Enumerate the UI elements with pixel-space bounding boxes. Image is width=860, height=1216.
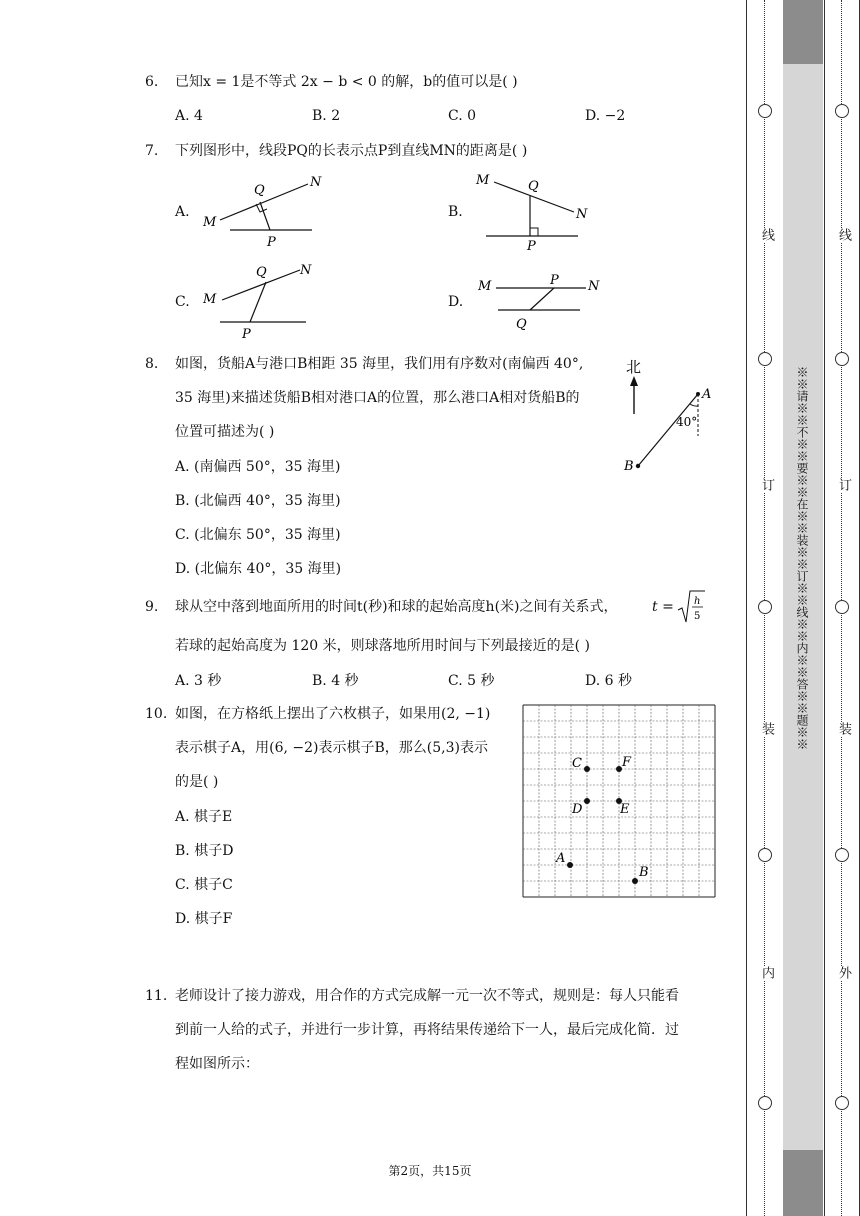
binding-char-inner: 内 (759, 966, 774, 980)
binding-char-line: 线 (759, 228, 774, 242)
svg-text:40°: 40° (676, 415, 698, 429)
q7-option-a: A. (175, 204, 190, 220)
q10-grid-figure (522, 704, 716, 898)
q7-figure-a (200, 172, 330, 248)
q11-line3: 程如图所示： (175, 1056, 259, 1072)
svg-text:M: M (203, 292, 217, 307)
outer-char-bind: 装 (836, 722, 851, 736)
q6-option-b: B. 2 (312, 108, 341, 124)
outer-hole-4 (835, 848, 849, 862)
warning-text: ※※请※※不※※要※※在※※装※※订※※线※※内※※答※※题※※ (795, 366, 809, 750)
page-footer: 第2页，共15页 (388, 1164, 472, 1178)
outer-hole-1 (835, 104, 849, 118)
q11-line2: 到前一人给的式子，并进行一步计算，再将结果传递给下一人，最后完成化简．过 (175, 1022, 679, 1038)
q6-number: 6. (145, 74, 159, 90)
q9-option-b: B. 4 秒 (312, 673, 359, 689)
q6-option-d: D. −2 (585, 108, 626, 124)
q7-figure-b (470, 170, 590, 254)
svg-text:N: N (310, 175, 322, 190)
q8-line2: 35 海里)来描述货船B相对港口A的位置，那么港口A相对货船B的 (175, 390, 580, 406)
q11-line1: 老师设计了接力游戏，用合作的方式完成解一元一次不等式，规则是：每人只能看 (175, 988, 679, 1004)
svg-text:E: E (620, 802, 630, 817)
q10-line1: 如图，在方格纸上摆出了六枚棋子，如果用(2, −1) (175, 706, 491, 722)
warning-strip-top-block (783, 0, 823, 64)
binding-strip-inner (746, 0, 784, 1216)
q10-line2: 表示棋子A，用(6, −2)表示棋子B，那么(5,3)表示 (175, 740, 488, 756)
q9-option-a: A. 3 秒 (175, 673, 222, 689)
q7-text: 下列图形中，线段PQ的长表示点P到直线MN的距离是( ) (175, 143, 528, 159)
q9-formula-sqrt (676, 588, 706, 626)
svg-text:h: h (694, 596, 701, 607)
q8-option-c: C. (北偏东 50°，35 海里) (175, 527, 341, 543)
q7-figure-d (474, 270, 604, 334)
svg-text:Q: Q (254, 183, 265, 198)
outer-char-line: 线 (836, 228, 851, 242)
q6-option-c: C. 0 (448, 108, 477, 124)
svg-text:M: M (203, 215, 217, 230)
q9-option-d: D. 6 秒 (585, 673, 632, 689)
q10-line3: 的是( ) (175, 774, 219, 790)
svg-text:F: F (622, 755, 632, 770)
binding-hole-5 (758, 1096, 772, 1110)
q7-number: 7. (145, 143, 159, 159)
q8-number: 8. (145, 356, 159, 372)
q10-option-d: D. 棋子F (175, 911, 233, 927)
svg-text:P: P (550, 273, 559, 288)
svg-text:A: A (702, 387, 712, 402)
outer-char-outer: 外 (836, 966, 851, 980)
svg-text:B: B (639, 865, 649, 880)
svg-text:Q: Q (528, 179, 539, 194)
outer-char-order: 订 (836, 478, 851, 492)
q10-option-c: C. 棋子C (175, 877, 233, 893)
north-label: 北 (626, 358, 642, 376)
svg-text:M: M (476, 173, 490, 188)
outer-hole-2 (835, 352, 849, 366)
svg-text:A: A (556, 851, 566, 866)
binding-hole-3 (758, 600, 772, 614)
binding-char-order: 订 (759, 478, 774, 492)
svg-text:Q: Q (516, 317, 527, 332)
svg-text:5: 5 (694, 611, 701, 622)
svg-text:P: P (267, 235, 276, 248)
q8-line3: 位置可描述为( ) (175, 424, 275, 440)
binding-hole-1 (758, 104, 772, 118)
q9-line2: 若球的起始高度为 120 米，则球落地所用时间与下列最接近的是( ) (175, 638, 590, 654)
q9-formula-lhs: t = (652, 599, 674, 615)
svg-text:M: M (478, 279, 492, 294)
svg-text:B: B (624, 459, 634, 474)
q6-option-a: A. 4 (175, 108, 203, 124)
q7-option-d: D. (448, 294, 464, 310)
svg-text:C: C (572, 756, 582, 771)
q6-text: 已知x = 1是不等式 2x − b < 0 的解，b的值可以是( ) (175, 74, 518, 90)
svg-text:N: N (300, 263, 312, 278)
outer-hole-5 (835, 1096, 849, 1110)
q8-option-b: B. (北偏西 40°，35 海里) (175, 493, 341, 509)
q8-direction-figure (618, 352, 720, 478)
q8-option-a: A. (南偏西 50°，35 海里) (175, 459, 341, 475)
binding-strip-outer (824, 0, 860, 1216)
svg-text:P: P (527, 239, 536, 254)
warning-strip (783, 0, 823, 1216)
warning-strip-bottom-block (783, 1150, 823, 1216)
q11-number: 11. (145, 988, 168, 1004)
q10-option-b: B. 棋子D (175, 843, 234, 859)
q8-line1: 如图，货船A与港口B相距 35 海里，我们用有序数对(南偏西 40°, (175, 356, 584, 372)
binding-hole-4 (758, 848, 772, 862)
svg-text:Q: Q (256, 265, 267, 280)
q7-option-c: C. (175, 294, 190, 310)
q7-option-b: B. (448, 204, 463, 220)
q10-option-a: A. 棋子E (175, 809, 233, 825)
q9-option-c: C. 5 秒 (448, 673, 495, 689)
piece-a (555, 851, 573, 868)
q7-figure-c (200, 260, 330, 344)
piece-f (616, 755, 632, 772)
svg-text:D: D (572, 802, 583, 817)
svg-text:N: N (588, 279, 600, 294)
q10-number: 10. (145, 706, 168, 722)
svg-text:N: N (576, 207, 588, 222)
outer-hole-3 (835, 600, 849, 614)
binding-char-bind: 装 (759, 722, 774, 736)
q9-line1: 球从空中落到地面所用的时间t(秒)和球的起始高度h(米)之间有关系式， (175, 599, 618, 615)
svg-text:P: P (242, 327, 251, 342)
q8-option-d: D. (北偏东 40°，35 海里) (175, 561, 342, 577)
q9-number: 9. (145, 599, 159, 615)
binding-hole-2 (758, 352, 772, 366)
